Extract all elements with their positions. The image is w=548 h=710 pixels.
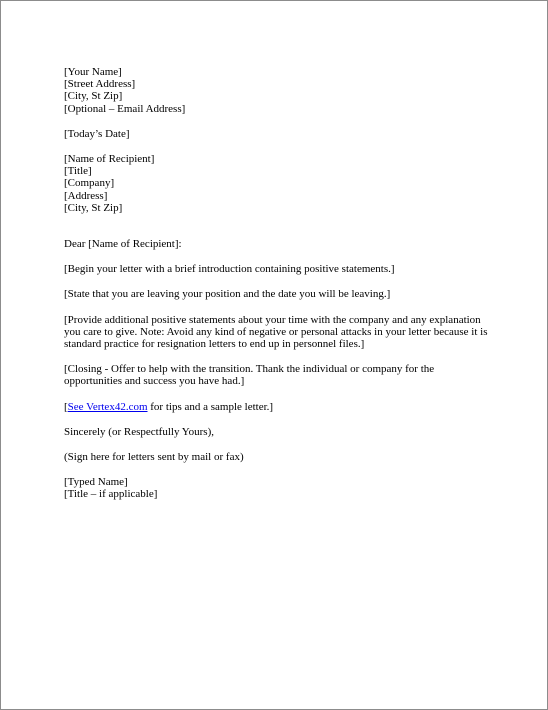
recipient-company: [Company] (64, 177, 115, 190)
date-block (64, 128, 494, 140)
typed-name: [Typed Name] (64, 476, 128, 489)
complimentary-close: Sincerely (or Respectfully Yours), (64, 425, 215, 438)
recipient-name: [Name of Recipient] (64, 153, 155, 166)
body-paragraph-positive: [Provide additional positive statements about your time with the company and any explanation you care to give. Note: Avoid any kind of negative or personal attacks in your letter because it is standard practice for resignation letters to end up in personnel files.] (64, 313, 488, 351)
vertex42-link[interactable]: See Vertex42.com (67, 400, 148, 413)
body-paragraph-leaving: [State that you are leaving your position and the date you will be leaving.] (64, 288, 391, 301)
signature-note: (Sign here for letters sent by mail or fax) (64, 451, 244, 464)
letter-date: [Today’s Date] (64, 127, 130, 140)
sender-email: [Optional – Email Address] (64, 102, 186, 115)
recipient-address: [Address] (64, 189, 108, 202)
body-paragraph-closing: [Closing - Offer to help with the transition. Thank the individual or company for the opportunities and success you have had.] (64, 363, 435, 388)
sender-block (64, 66, 494, 115)
tips-rest: for tips and a sample letter.] (147, 400, 274, 413)
sender-street: [Street Address] (64, 78, 136, 91)
body-paragraph-tips (64, 401, 494, 413)
typed-title: [Title – if applicable] (64, 488, 158, 501)
tips-bracket-open: [ (64, 400, 68, 413)
recipient-city: [City, St Zip] (64, 201, 123, 214)
sender-city: [City, St Zip] (64, 90, 123, 103)
signature-block (64, 476, 494, 500)
recipient-block (64, 153, 494, 214)
salutation: Dear [Name of Recipient]: (64, 238, 182, 251)
body-paragraph-intro: [Begin your letter with a brief introduction containing positive statements.] (64, 263, 395, 276)
letter-body (64, 66, 494, 501)
sender-name: [Your Name] (64, 66, 122, 78)
recipient-title: [Title] (64, 165, 92, 178)
